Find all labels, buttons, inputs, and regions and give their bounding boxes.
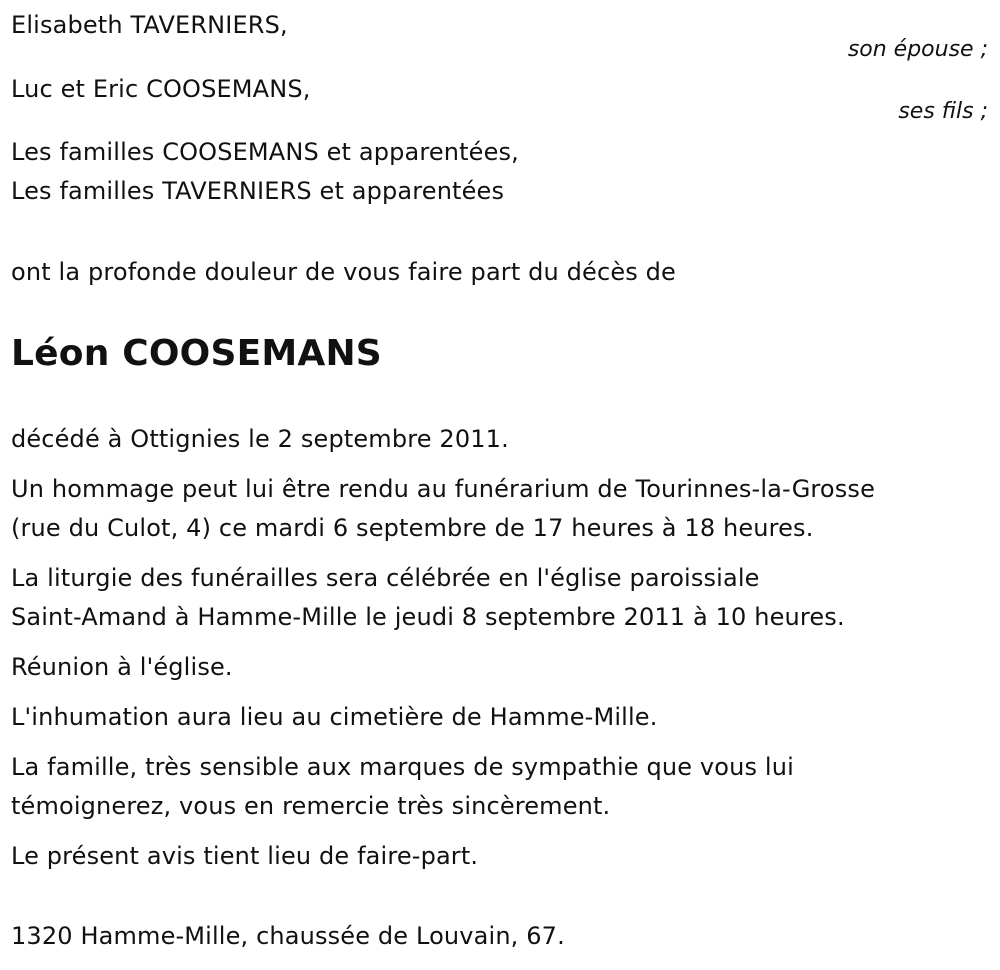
family-line-coosemans: Les familles COOSEMANS et apparentées, [11, 138, 519, 166]
notice-statement: Le présent avis tient lieu de faire-part. [11, 842, 479, 870]
deceased-name: Léon COOSEMANS [11, 333, 382, 374]
family-member-sons: Luc et Eric COOSEMANS, [11, 75, 311, 103]
tribute-info-line2: (rue du Culot, 4) ce mardi 6 septembre de 17 heures à 18 heures. [11, 514, 814, 542]
family-line-taverniers: Les familles TAVERNIERS et apparentées [11, 177, 505, 205]
tribute-info-line1: Un hommage peut lui être rendu au funérarium de Tourinnes-la-Grosse [11, 475, 875, 503]
relation-sons: ses fils ; [898, 99, 988, 124]
burial-info: L'inhumation aura lieu au cimetière de Hamme-Mille. [11, 703, 658, 731]
funeral-info-line1: La liturgie des funérailles sera célébrée en l'église paroissiale [11, 564, 760, 592]
family-member-spouse: Elisabeth TAVERNIERS, [11, 11, 288, 39]
announcement-text: ont la profonde douleur de vous faire part du décès de [11, 258, 676, 286]
funeral-info-line2: Saint-Amand à Hamme-Mille le jeudi 8 septembre 2011 à 10 heures. [11, 603, 845, 631]
thanks-line2: témoignerez, vous en remercie très sincèrement. [11, 792, 611, 820]
relation-spouse: son épouse ; [847, 37, 988, 62]
death-date-place: décédé à Ottignies le 2 septembre 2011. [11, 425, 509, 453]
family-address: 1320 Hamme-Mille, chaussée de Louvain, 67. [11, 922, 565, 950]
meeting-info: Réunion à l'église. [11, 653, 233, 681]
thanks-line1: La famille, très sensible aux marques de sympathie que vous lui [11, 753, 794, 781]
